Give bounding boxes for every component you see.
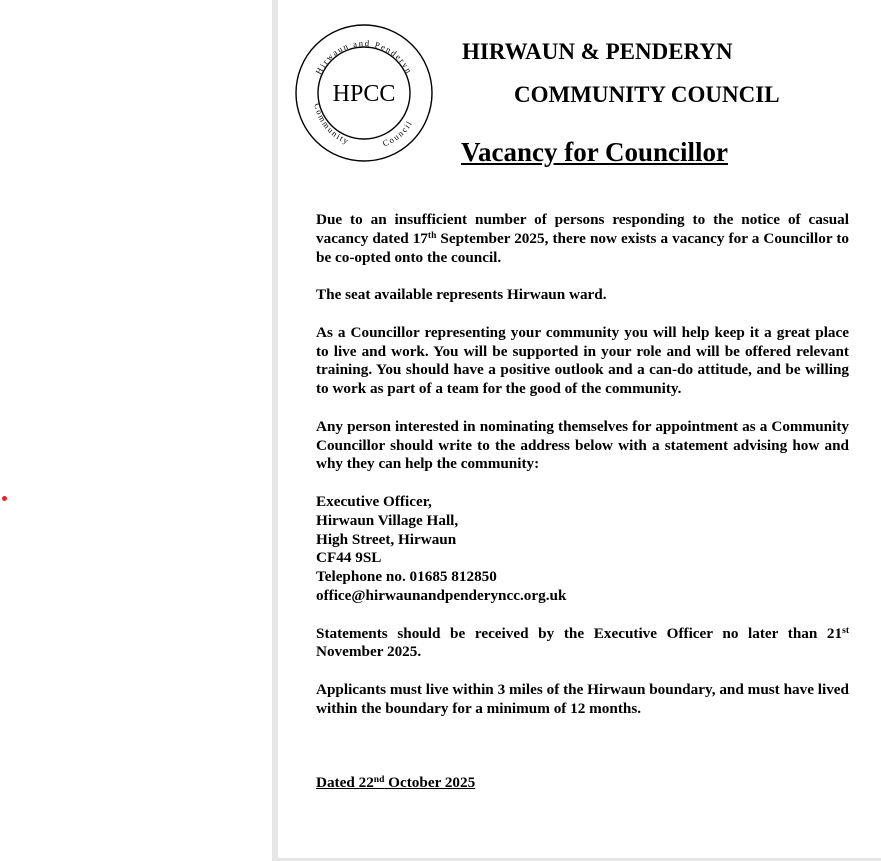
position-marker xyxy=(2,496,7,501)
notice-title: Vacancy for Councillor xyxy=(461,137,728,167)
address-email: office@hirwaunandpenderyncc.org.uk xyxy=(316,586,567,604)
role-paragraph: As a Councillor representing your community you will help keep it a great place to live and work. You will be supported in your role and will be offered relevant training. You should have a positive outlook and a can-do attitude, and be willing to work as part of a team for the good of the community. xyxy=(316,323,849,398)
org-name-line1: HIRWAUN & PENDERYN xyxy=(462,39,733,64)
council-seal-logo xyxy=(294,23,434,163)
seal-ring-left-text: Community xyxy=(312,102,352,147)
dated-line: Dated 22nd October 2025 xyxy=(316,774,476,791)
vacancy-paragraph: Due to an insufficient number of persons responding to the notice of casual vacancy dated 17th September 2025, there now exists a vacancy for a Councillor to be co-opted onto the council. xyxy=(316,211,849,266)
eligibility-paragraph: Applicants must live within 3 miles of the Hirwaun boundary, and must have lived within the boundary for a minimum of 12 months. xyxy=(316,680,849,717)
notice-body xyxy=(316,211,849,737)
contact-address xyxy=(316,493,849,606)
seal-ring-right-text: Council xyxy=(381,118,415,149)
address-telephone: Telephone no. 01685 812850 xyxy=(316,568,497,586)
application-paragraph: Any person interested in nominating themselves for appointment as a Community Councillor should write to the address below with a statement advising how and why they can help the community: xyxy=(316,417,849,473)
seal-ring-top-text: Hirwaun and Penderyn xyxy=(313,37,415,76)
address-postcode: CF44 9SL xyxy=(316,549,382,567)
address-line: Executive Officer, xyxy=(316,492,432,510)
org-name-line2: COMMUNITY COUNCIL xyxy=(514,82,780,107)
address-line: High Street, Hirwaun xyxy=(316,530,457,548)
seal-center-text: HPCC xyxy=(332,81,396,107)
ward-paragraph: The seat available represents Hirwaun ward. xyxy=(316,286,607,304)
document-page xyxy=(278,0,881,861)
deadline-paragraph: Statements should be received by the Executive Officer no later than 21st November 2025. xyxy=(316,624,849,661)
left-pane xyxy=(0,0,272,861)
address-line: Hirwaun Village Hall, xyxy=(316,511,459,529)
